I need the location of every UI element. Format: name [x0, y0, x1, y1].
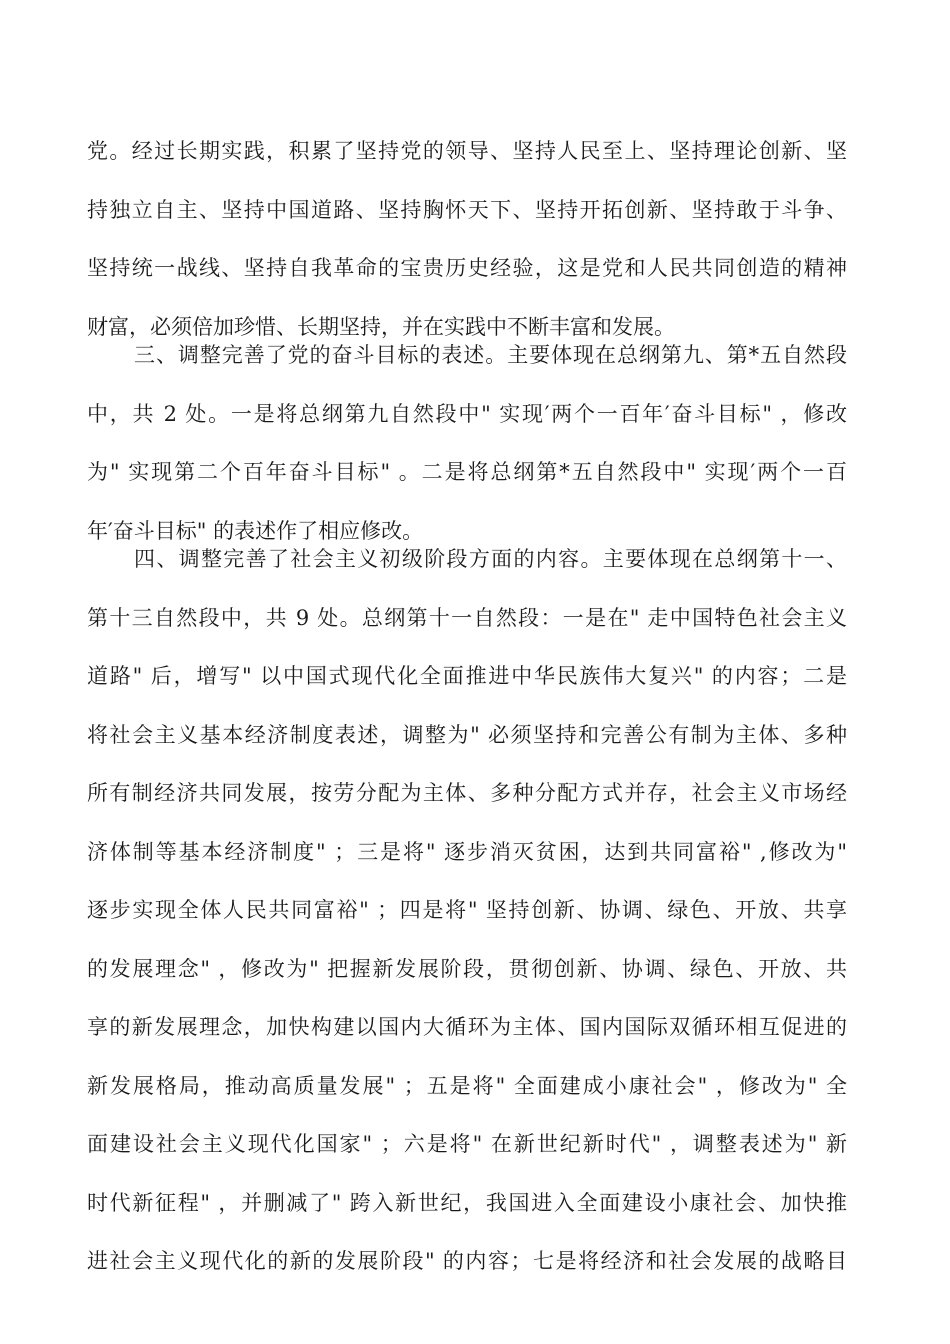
- text-line: 财富，必须倍加珍惜、长期坚持，并在实践中不断丰富和发展。: [87, 314, 675, 339]
- text-line: 中，共 2 处。一是将总纲第九自然段中" 实现′两个一百年′奋斗目标" ，修改: [87, 401, 847, 426]
- text-line: 所有制经济共同发展，按劳分配为主体、多种分配方式并存，社会主义市场经: [87, 781, 847, 805]
- paragraph-continuation: [87, 122, 847, 356]
- paragraph-section-four: [87, 530, 847, 1291]
- text-line: 四、调整完善了社会主义初级阶段方面的内容。主要体现在总纲第十一、: [134, 547, 847, 571]
- text-line: 的发展理念" ，修改为" 把握新发展阶段，贯彻创新、协调、绿色、开放、共: [87, 956, 847, 981]
- text-line: 持独立自主、坚持中国道路、坚持胸怀天下、坚持开拓创新、坚持敢于斗争、: [87, 197, 847, 222]
- text-line: 时代新征程" ，并删减了" 跨入新世纪，我国进入全面建设小康社会、加快推: [87, 1190, 847, 1215]
- text-line: 将社会主义基本经济制度表述，调整为" 必须坚持和完善公有制为主体、多种: [87, 722, 847, 747]
- text-line: 年′奋斗目标" 的表述作了相应修改。: [87, 518, 424, 543]
- text-line: 享的新发展理念，加快构建以国内大循环为主体、国内国际双循环相互促进的: [87, 1015, 847, 1039]
- paragraph-section-three: [87, 326, 847, 560]
- text-line: 党。经过长期实践，积累了坚持党的领导、坚持人民至上、坚持理论创新、坚: [87, 139, 847, 163]
- text-line: 新发展格局，推动高质量发展" ；五是将" 全面建成小康社会" ，修改为" 全: [87, 1073, 847, 1098]
- text-line: 坚持统一战线、坚持自我革命的宝贵历史经验，这是党和人民共同创造的精神: [87, 256, 847, 280]
- text-line: 道路" 后，增写" 以中国式现代化全面推进中华民族伟大复兴" 的内容；二是: [87, 664, 847, 688]
- text-line: 为" 实现第二个百年奋斗目标" 。二是将总纲第*五自然段中" 实现′两个一百: [87, 460, 847, 484]
- text-line: 三、调整完善了党的奋斗目标的表述。主要体现在总纲第九、第*五自然段: [134, 343, 847, 367]
- text-line: 进社会主义现代化的新的发展阶段" 的内容；七是将经济和社会发展的战略目: [87, 1249, 847, 1273]
- text-line: 济体制等基本经济制度" ；三是将" 逐步消灭贫困，达到共同富裕" ,修改为": [87, 839, 847, 864]
- text-line: 面建设社会主义现代化国家" ；六是将" 在新世纪新时代" ，调整表述为" 新: [87, 1132, 847, 1156]
- text-line: 逐步实现全体人民共同富裕" ；四是将" 坚持创新、协调、绿色、开放、共享: [87, 898, 847, 922]
- text-line: 第十三自然段中，共 9 处。总纲第十一自然段：一是在" 走中国特色社会主义: [87, 605, 847, 630]
